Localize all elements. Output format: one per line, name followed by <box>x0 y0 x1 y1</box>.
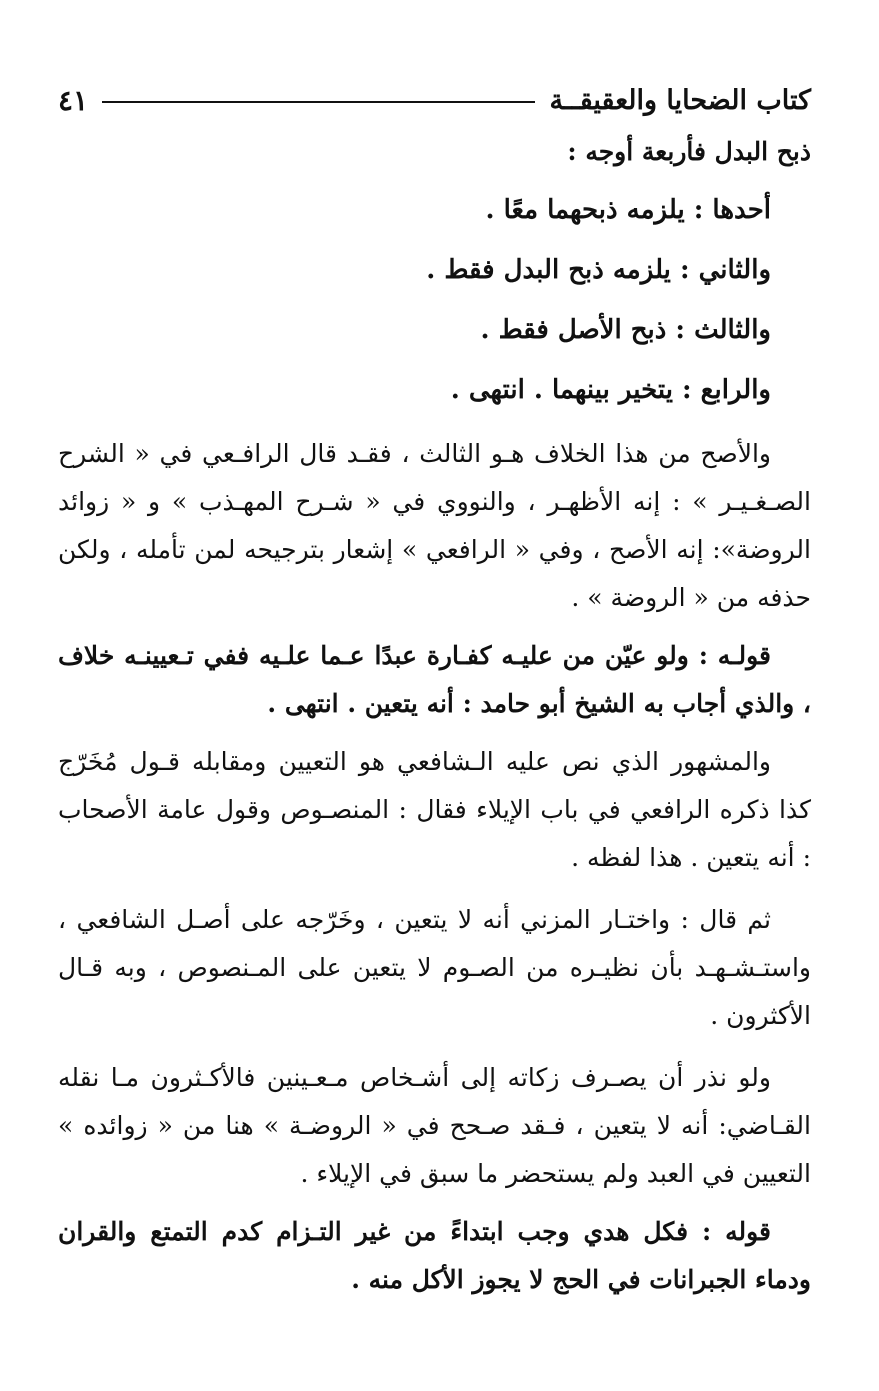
paragraph-intro: ذبح البدل فأربعة أوجه : <box>567 137 811 166</box>
paragraph-quote-1: قولـه : ولو عيّن من عليـه كفـارة عبدًا عـما علـيه ففي تـعيينـه خلاف ، والذي أجاب به الشيخ أبو حامد : أنه يتعين . انتهى . <box>58 641 811 718</box>
header-rule <box>102 101 535 103</box>
paragraph-commentary-2: والمشهور الذي نص عليه الـشافعي هو التعيين ومقابله قـول مُخَرّج كذا ذكره الرافعي في باب الإيلاء فقال : المنصـوص وقول عامة الأصحاب : أنه يتعين . هذا لفظه . <box>58 747 811 872</box>
paragraph-quote-2: قوله : فكل هدي وجب ابتداءً من غير التـزام كدم التمتع والقران ودماء الجبرانات في الحج لا يجوز الأكل منه . <box>58 1217 811 1294</box>
page-body <box>58 128 811 1304</box>
paragraph-commentary-4: ولو نذر أن يصـرف زكاته إلى أشـخاص مـعـينين فالأكـثرون مـا نقله القـاضي: أنه لا يتعين ، فـقد صـحح في « الروضـة » هنا من « زوائده » التعيين في العبد ولم يستحضر ما سبق في الإيلاء . <box>58 1063 812 1188</box>
list-item-second: والثاني : يلزمه ذبح البدل فقط . <box>426 255 771 285</box>
list-item-third: والثالث : ذبح الأصل فقط . <box>480 315 771 345</box>
list-item-first: أحدها : يلزمه ذبحهما معًا . <box>485 195 771 225</box>
running-header <box>58 78 811 122</box>
paragraph-commentary-3: ثم قال : واختـار المزني أنه لا يتعين ، وخَرّجه على أصـل الشافعي ، واستـشـهـد بأن نظيـره من الصـوم لا يتعين على المـنصوص ، وبه قـال الأكثرون . <box>58 905 811 1030</box>
paragraph-commentary-1: والأصح من هذا الخلاف هـو الثالث ، فقـد قال الرافـعي في « الشرح الصـغـيـر » : إنه الأظهـر ، والنووي في « شـرح المهـذب » و « زوائد الروضة»: إنه الأصح ، وفي « الرافعي » إشعار بترجيحه لمن تأمله ، ولكن حذفه من « الروضة » . <box>58 439 811 612</box>
list-item-fourth: والرابع : يتخير بينهما . انتهى . <box>450 375 771 405</box>
page-number: ٤١ <box>58 83 89 117</box>
book-title: كتاب الضحايا والعقيقــة <box>549 84 811 116</box>
